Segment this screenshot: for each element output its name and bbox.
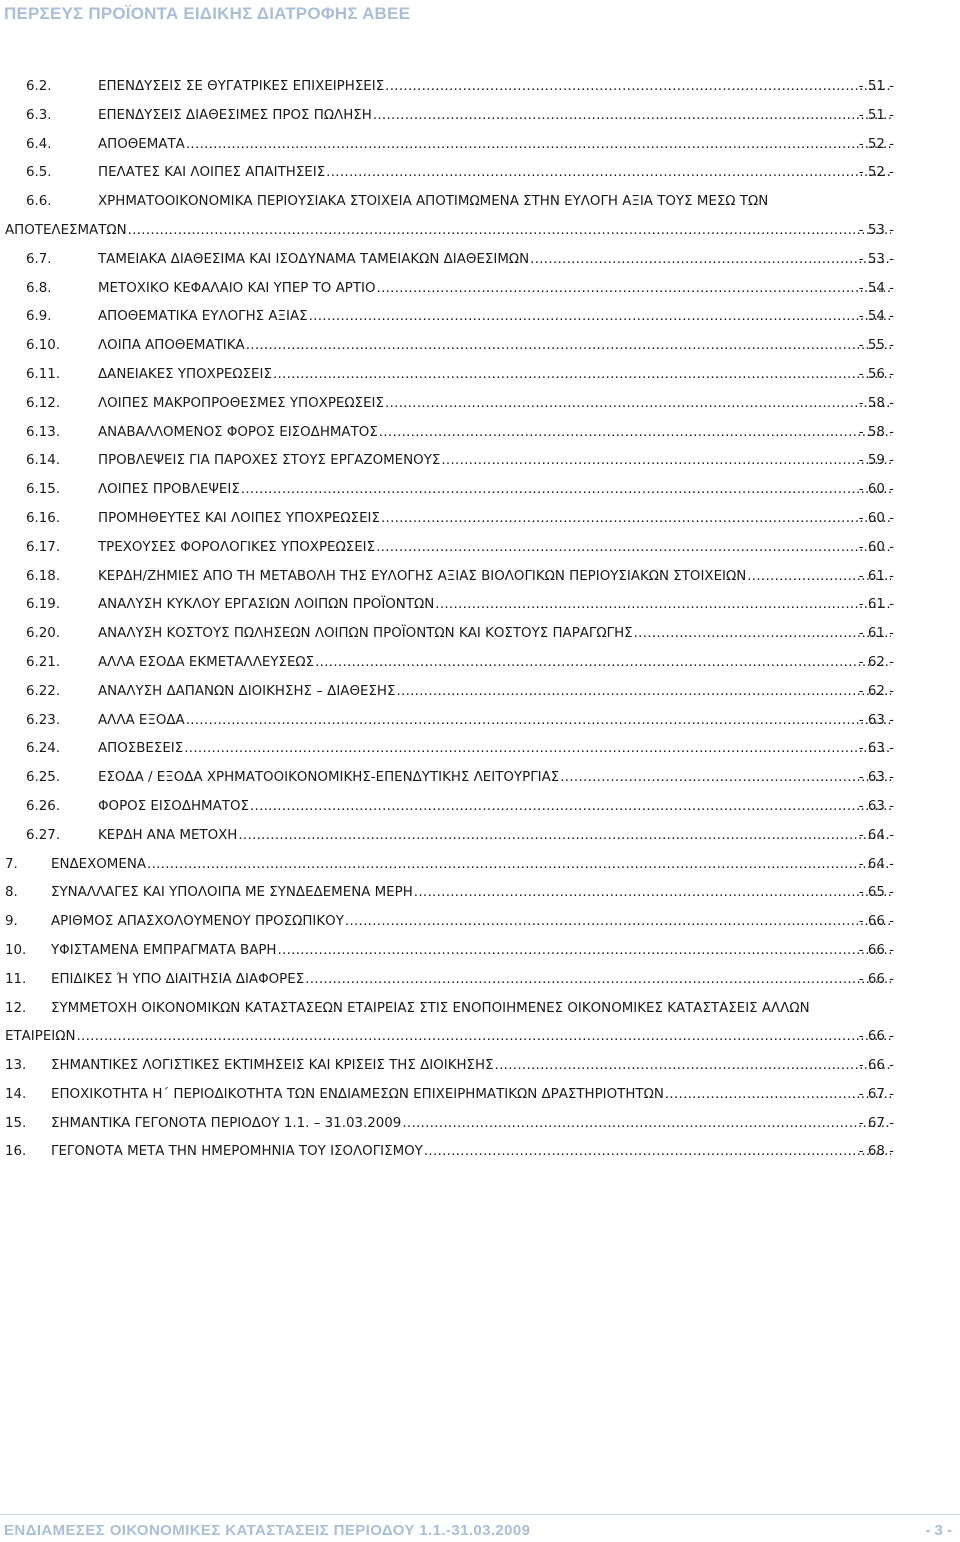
toc-page-number: - 66 - — [858, 914, 894, 930]
toc-entry[interactable] — [0, 1052, 960, 1081]
toc-page-number: - 66 - — [858, 942, 894, 958]
toc-title: ΑΠΟΘΕΜΑΤΙΚΑ ΕΥΛΟΓΗΣ ΑΞΙΑΣ — [98, 309, 308, 325]
toc-number: 6.3. — [26, 107, 52, 123]
toc-leader-dots — [634, 620, 891, 649]
toc-page-number: - 55 - — [858, 338, 894, 354]
toc-number: 6.16. — [26, 510, 61, 526]
toc-entry[interactable] — [0, 246, 960, 275]
toc-entry[interactable] — [0, 937, 960, 966]
toc-leader-dots — [373, 102, 891, 131]
toc-entry[interactable] — [0, 102, 960, 131]
toc-number: 6.25. — [26, 770, 61, 786]
toc-number: 6.18. — [26, 568, 61, 584]
toc-entry[interactable] — [0, 649, 960, 678]
toc-entry[interactable] — [0, 908, 960, 937]
toc-entry[interactable] — [0, 534, 960, 563]
toc-page-number: - 63 - — [858, 712, 894, 728]
toc-title: ΕΠΕΝΔΥΣΕΙΣ ΔΙΑΘΕΣΙΜΕΣ ΠΡΟΣ ΠΩΛΗΣΗ — [98, 107, 372, 123]
toc-title: ΤΑΜΕΙΑΚΑ ΔΙΑΘΕΣΙΜΑ ΚΑΙ ΙΣΟΔΥΝΑΜΑ ΤΑΜΕΙΑΚΩΝ ΔΙΑΘΕΣΙΜΩΝ — [98, 251, 530, 267]
toc-page-number: - 59 - — [858, 453, 894, 469]
toc-entry[interactable] — [0, 764, 960, 793]
toc-title: ΕΠΟΧΙΚΟΤΗΤΑ Η΄ ΠΕΡΙΟΔΙΚΟΤΗΤΑ ΤΩΝ ΕΝΔΙΑΜΕΣΩΝ ΕΠΙΧΕΙΡΗΜΑΤΙΚΩΝ ΔΡΑΣΤΗΡΙΟΤΗΤΩΝ — [51, 1086, 664, 1102]
toc-leader-dots — [128, 217, 891, 246]
header-title: ΠΕΡΣΕΥΣ ΠΡΟΪΟΝΤΑ ΕΙΔΙΚΗΣ ΔΙΑΤΡΟΦΗΣ ΑΒΕΕ — [4, 4, 411, 23]
toc-title: ΕΝΔΕΧΟΜΕΝΑ — [51, 856, 147, 872]
toc-page-number: - 64 - — [858, 856, 894, 872]
toc-title: ΛΟΙΠΑ ΑΠΟΘΕΜΑΤΙΚΑ — [98, 338, 245, 354]
toc-page-number: - 65 - — [858, 885, 894, 901]
toc-number: 6.12. — [26, 395, 61, 411]
toc-leader-dots — [184, 735, 891, 764]
toc-number: 6.11. — [26, 366, 61, 382]
toc-leader-dots — [250, 793, 891, 822]
toc-number: 6.24. — [26, 741, 61, 757]
toc-page-number: - 60 - — [858, 539, 894, 555]
toc-number: 13. — [5, 1058, 27, 1074]
toc-leader-dots — [315, 649, 891, 678]
toc-leader-dots — [273, 361, 891, 390]
toc-leader-dots — [396, 678, 891, 707]
toc-title: ΑΝΑΛΥΣΗ ΔΑΠΑΝΩΝ ΔΙΟΙΚΗΣΗΣ – ΔΙΑΘΕΣΗΣ — [98, 683, 396, 699]
toc-entry[interactable] — [0, 995, 960, 1024]
toc-leader-dots — [376, 534, 891, 563]
toc-title: ΑΝΑΛΥΣΗ ΚΟΣΤΟΥΣ ΠΩΛΗΣΕΩΝ ΛΟΙΠΩΝ ΠΡΟΪΟΝΤΩΝ ΚΑΙ ΚΟΣΤΟΥΣ ΠΑΡΑΓΩΓΗΣ — [98, 626, 633, 642]
toc-leader-dots — [424, 1138, 891, 1167]
toc-title: ΕΣΟΔΑ / ΕΞΟΔΑ ΧΡΗΜΑΤΟΟΙΚΟΝΟΜΙΚΗΣ-ΕΠΕΝΔΥΤΙΚΗΣ ΛΕΙΤΟΥΡΓΙΑΣ — [98, 770, 560, 786]
toc-number: 16. — [5, 1144, 27, 1160]
toc-title: ΠΡΟΒΛΕΨΕΙΣ ΓΙΑ ΠΑΡΟΧΕΣ ΣΤΟΥΣ ΕΡΓΑΖΟΜΕΝΟΥΣ — [98, 453, 441, 469]
toc-number: 11. — [5, 971, 27, 987]
toc-number: 6.2. — [26, 79, 52, 94]
toc-entry[interactable] — [0, 735, 960, 764]
toc-title: ΤΡΕΧΟΥΣΕΣ ΦΟΡΟΛΟΓΙΚΕΣ ΥΠΟΧΡΕΩΣΕΙΣ — [98, 539, 376, 555]
toc-title: ΣΥΜΜΕΤΟΧΗ ΟΙΚΟΝΟΜΙΚΩΝ ΚΑΤΑΣΤΑΣΕΩΝ ΕΤΑΙΡΕΙΑΣ ΣΤΙΣ ΕΝΟΠΟΙΗΜΕΝΕΣ ΟΙΚΟΝΟΜΙΚΕΣ ΚΑΤΑΣΤΑΣΕΙΣ ΑΛΛΩΝ — [51, 1000, 810, 1016]
toc-entry[interactable] — [0, 620, 960, 649]
footer-title: ΕΝΔΙΑΜΕΣΕΣ ΟΙΚΟΝΟΜΙΚΕΣ ΚΑΤΑΣΤΑΣΕΙΣ ΠΕΡΙΟΔΟΥ 1.1.-31.03.2009 — [4, 1522, 531, 1539]
toc-entry[interactable] — [0, 678, 960, 707]
footer-divider — [0, 1514, 960, 1515]
toc-entry[interactable] — [0, 1110, 960, 1139]
toc-page-number: - 58 - — [858, 395, 894, 411]
toc-number: 8. — [5, 885, 18, 901]
toc-number: 6.15. — [26, 482, 61, 498]
toc-title: ΚΕΡΔΗ/ΖΗΜΙΕΣ ΑΠΟ ΤΗ ΜΕΤΑΒΟΛΗ ΤΗΣ ΕΥΛΟΓΗΣ ΑΞΙΑΣ ΒΙΟΛΟΓΙΚΩΝ ΠΕΡΙΟΥΣΙΑΚΩΝ ΣΤΟΙΧΕΙΩΝ — [98, 568, 747, 584]
toc-entry[interactable] — [0, 822, 960, 851]
toc-entry[interactable] — [0, 793, 960, 822]
toc-number: 6.10. — [26, 338, 61, 354]
toc-leader-dots — [665, 1081, 891, 1110]
toc-leader-dots — [326, 159, 891, 188]
toc-title: ΑΛΛΑ ΕΣΟΔΑ ΕΚΜΕΤΑΛΛΕΥΣΕΩΣ — [98, 654, 315, 670]
toc-title: ΑΛΛΑ ΕΞΟΔΑ — [98, 712, 185, 728]
toc-page-number: - 51 - — [858, 107, 894, 123]
toc-leader-dots — [560, 764, 891, 793]
toc-title-continuation: ΕΤΑΙΡΕΙΩΝ — [5, 1029, 76, 1045]
toc-title: ΑΡΙΘΜΟΣ ΑΠΑΣΧΟΛΟΥΜΕΝΟΥ ΠΡΟΣΩΠΙΚΟΥ — [51, 914, 344, 930]
toc-entry[interactable] — [0, 390, 960, 419]
page-header — [0, 0, 960, 30]
toc-number: 6.8. — [26, 280, 52, 296]
toc-leader-dots — [309, 303, 891, 332]
toc-entry[interactable] — [0, 419, 960, 448]
toc-number: 6.20. — [26, 626, 61, 642]
toc-page-number: - 62 - — [858, 654, 894, 670]
footer-page-number: - 3 - — [925, 1522, 952, 1539]
toc-number: 14. — [5, 1086, 27, 1102]
toc-page-number: - 67 - — [858, 1086, 894, 1102]
toc-title: ΕΠΙΔΙΚΕΣ Ή ΥΠΟ ΔΙΑΙΤΗΣΙΑ ΔΙΑΦΟΡΕΣ — [51, 971, 305, 987]
toc-number: 12. — [5, 1000, 27, 1016]
toc-leader-dots — [381, 505, 891, 534]
toc-page-number: - 64 - — [858, 827, 894, 843]
toc-leader-dots — [278, 937, 892, 966]
toc-page-number: - 58 - — [858, 424, 894, 440]
toc-number: 6.27. — [26, 827, 61, 843]
toc-page-number: - 51 - — [858, 79, 894, 94]
toc-number: 6.17. — [26, 539, 61, 555]
toc-leader-dots — [495, 1052, 891, 1081]
toc-title: ΔΑΝΕΙΑΚΕΣ ΥΠΟΧΡΕΩΣΕΙΣ — [98, 366, 272, 382]
toc-entry[interactable] — [0, 131, 960, 160]
toc-number: 6.19. — [26, 597, 61, 613]
toc-page-number: - 60 - — [858, 482, 894, 498]
toc-leader-dots — [345, 908, 891, 937]
toc-title: ΛΟΙΠΕΣ ΜΑΚΡΟΠΡΟΘΕΣΜΕΣ ΥΠΟΧΡΕΩΣΕΙΣ — [98, 395, 384, 411]
toc-entry[interactable] — [0, 879, 960, 908]
toc-entry[interactable] — [0, 851, 960, 880]
toc-number: 6.9. — [26, 309, 52, 325]
toc-number: 6.26. — [26, 798, 61, 814]
toc-entry[interactable] — [0, 966, 960, 995]
toc-number: 6.7. — [26, 251, 52, 267]
toc-entry[interactable] — [0, 303, 960, 332]
toc-page-number: - 66 - — [858, 1029, 894, 1045]
toc-page-number: - 60 - — [858, 510, 894, 526]
toc-leader-dots — [76, 1023, 891, 1052]
toc-leader-dots — [186, 131, 891, 160]
toc-entry[interactable] — [0, 563, 960, 592]
toc-leader-dots — [441, 447, 891, 476]
toc-title: ΥΦΙΣΤΑΜΕΝΑ ΕΜΠΡΑΓΜΑΤΑ ΒΑΡΗ — [51, 942, 277, 958]
toc-number: 15. — [5, 1115, 27, 1131]
toc-number: 6.4. — [26, 136, 52, 152]
toc-leader-dots — [435, 591, 891, 620]
toc-leader-dots — [305, 966, 891, 995]
toc-title: ΛΟΙΠΕΣ ΠΡΟΒΛΕΨΕΙΣ — [98, 482, 240, 498]
toc-page-number: - 54 - — [858, 280, 894, 296]
toc-entry[interactable] — [0, 707, 960, 736]
toc-title: ΑΝΑΒΑΛΛΟΜΕΝΟΣ ΦΟΡΟΣ ΕΙΣΟΔΗΜΑΤΟΣ — [98, 424, 378, 440]
toc-leader-dots — [385, 73, 891, 102]
toc-entry[interactable] — [0, 1081, 960, 1110]
toc-page-number: - 66 - — [858, 971, 894, 987]
toc-page-number: - 66 - — [858, 1058, 894, 1074]
toc-leader-dots — [385, 390, 891, 419]
toc-leader-dots — [186, 707, 891, 736]
toc-entry-continuation[interactable] — [0, 1023, 960, 1052]
toc-page-number: - 53 - — [858, 222, 894, 238]
toc-leader-dots — [379, 419, 891, 448]
toc-page-number: - 53 - — [858, 251, 894, 267]
toc-entry[interactable] — [0, 505, 960, 534]
toc-entry[interactable] — [0, 476, 960, 505]
toc-title: ΕΠΕΝΔΥΣΕΙΣ ΣΕ ΘΥΓΑΤΡΙΚΕΣ ΕΠΙΧΕΙΡΗΣΕΙΣ — [98, 79, 385, 94]
toc-leader-dots — [402, 1110, 891, 1139]
toc-title: ΣΗΜΑΝΤΙΚΑ ΓΕΓΟΝΟΤΑ ΠΕΡΙΟΔΟΥ 1.1. – 31.03.2009 — [51, 1115, 402, 1131]
toc-number: 6.22. — [26, 683, 61, 699]
toc-page-number: - 52 - — [858, 136, 894, 152]
toc-page-number: - 61 - — [858, 597, 894, 613]
toc-number: 6.14. — [26, 453, 61, 469]
toc-title: ΓΕΓΟΝΟΤΑ ΜΕΤΑ ΤΗΝ ΗΜΕΡΟΜΗΝΙΑ ΤΟΥ ΙΣΟΛΟΓΙΣΜΟΥ — [51, 1144, 423, 1160]
toc-title-continuation: ΑΠΟΤΕΛΕΣΜΑΤΩΝ — [5, 222, 127, 238]
toc-title: ΣΥΝΑΛΛΑΓΕΣ ΚΑΙ ΥΠΟΛΟΙΠΑ ΜΕ ΣΥΝΔΕΔΕΜΕΝΑ ΜΕΡΗ — [51, 885, 413, 901]
toc-page-number: - 56 - — [858, 366, 894, 382]
toc-entry[interactable] — [0, 591, 960, 620]
toc-number: 6.5. — [26, 165, 52, 181]
toc-page-number: - 63 - — [858, 741, 894, 757]
toc-page-number: - 61 - — [858, 568, 894, 584]
toc-page-number: - 63 - — [858, 798, 894, 814]
toc-number: 7. — [5, 856, 18, 872]
toc-page-number: - 62 - — [858, 683, 894, 699]
toc-page-number: - 68 - — [858, 1144, 894, 1160]
toc-number: 10. — [5, 942, 27, 958]
toc-leader-dots — [246, 332, 891, 361]
toc-entry[interactable] — [0, 275, 960, 304]
toc-number: 6.6. — [26, 194, 52, 210]
toc-title: ΚΕΡΔΗ ΑΝΑ ΜΕΤΟΧΗ — [98, 827, 238, 843]
toc-leader-dots — [530, 246, 891, 275]
toc-page-number: - 54 - — [858, 309, 894, 325]
toc-leader-dots — [241, 476, 891, 505]
toc-title: ΠΡΟΜΗΘΕΥΤΕΣ ΚΑΙ ΛΟΙΠΕΣ ΥΠΟΧΡΕΩΣΕΙΣ — [98, 510, 380, 526]
toc-title: ΜΕΤΟΧΙΚΟ ΚΕΦΑΛΑΙΟ ΚΑΙ ΥΠΕΡ ΤΟ ΑΡΤΙΟ — [98, 280, 376, 296]
toc-entry[interactable] — [0, 188, 960, 217]
toc-page-number: - 63 - — [858, 770, 894, 786]
toc-entry-continuation[interactable] — [0, 217, 960, 246]
toc-leader-dots — [147, 851, 891, 880]
toc-leader-dots — [377, 275, 891, 304]
toc-entry[interactable] — [0, 159, 960, 188]
toc-leader-dots — [238, 822, 891, 851]
toc-number: 6.23. — [26, 712, 61, 728]
toc-entry[interactable] — [0, 361, 960, 390]
toc-title: ΦΟΡΟΣ ΕΙΣΟΔΗΜΑΤΟΣ — [98, 798, 249, 814]
toc-title: ΧΡΗΜΑΤΟΟΙΚΟΝΟΜΙΚΑ ΠΕΡΙΟΥΣΙΑΚΑ ΣΤΟΙΧΕΙΑ ΑΠΟΤΙΜΩΜΕΝΑ ΣΤΗΝ ΕΥΛΟΓΗ ΑΞΙΑ ΤΟΥΣ ΜΕΣΩ ΤΩΝ — [98, 194, 769, 210]
toc-leader-dots — [414, 879, 891, 908]
toc-number: 9. — [5, 914, 18, 930]
toc-page-number: - 52 - — [858, 165, 894, 181]
toc-title: ΣΗΜΑΝΤΙΚΕΣ ΛΟΓΙΣΤΙΚΕΣ ΕΚΤΙΜΗΣΕΙΣ ΚΑΙ ΚΡΙΣΕΙΣ ΤΗΣ ΔΙΟΙΚΗΣΗΣ — [51, 1058, 494, 1074]
toc-page-number: - 61 - — [858, 626, 894, 642]
toc-title: ΑΠΟΘΕΜΑΤΑ — [98, 136, 185, 152]
toc-number: 6.21. — [26, 654, 61, 670]
toc-entry[interactable] — [0, 73, 960, 102]
toc-title: ΑΝΑΛΥΣΗ ΚΥΚΛΟΥ ΕΡΓΑΣΙΩΝ ΛΟΙΠΩΝ ΠΡΟΪΟΝΤΩΝ — [98, 597, 435, 613]
toc-number: 6.13. — [26, 424, 61, 440]
toc-entry[interactable] — [0, 332, 960, 361]
toc-title: ΑΠΟΣΒΕΣΕΙΣ — [98, 741, 184, 757]
toc-entry[interactable] — [0, 1138, 960, 1167]
toc-entry[interactable] — [0, 447, 960, 476]
toc-page-number: - 67 - — [858, 1115, 894, 1131]
toc-title: ΠΕΛΑΤΕΣ ΚΑΙ ΛΟΙΠΕΣ ΑΠΑΙΤΗΣΕΙΣ — [98, 165, 326, 181]
table-of-contents — [0, 73, 960, 1167]
